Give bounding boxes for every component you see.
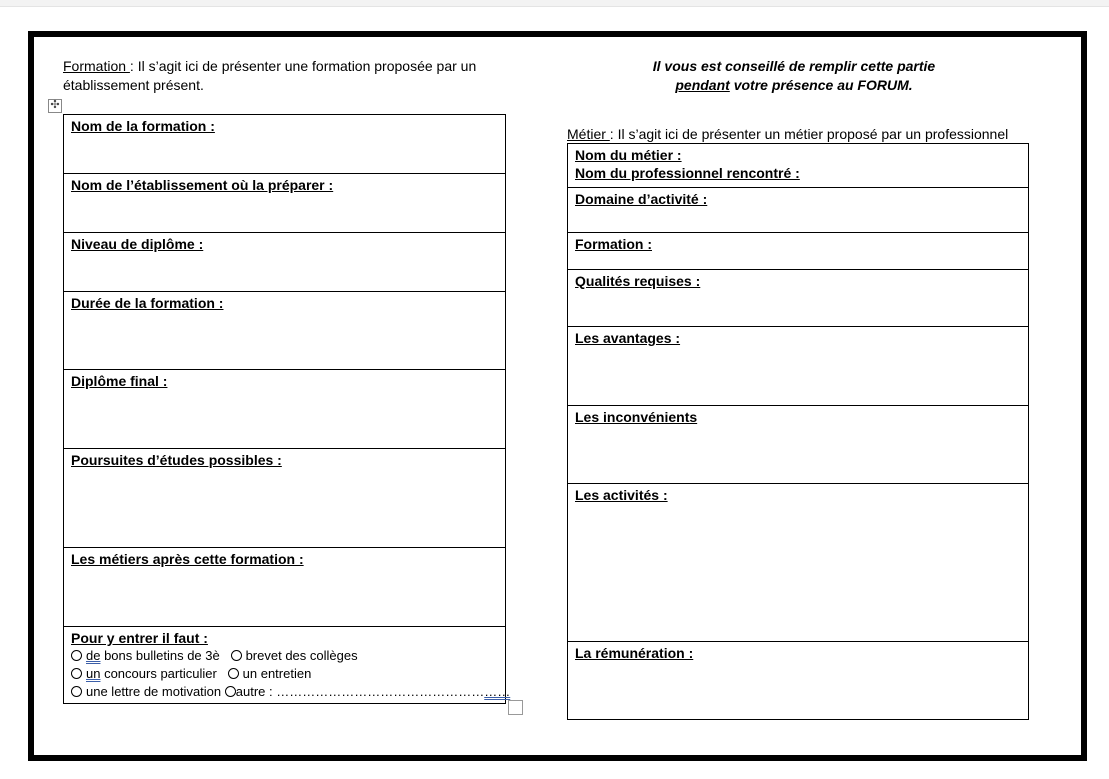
row-label: Qualités requises :: [575, 273, 701, 289]
metier-row-6[interactable]: [568, 406, 1029, 484]
advice-underlined-word: pendant: [675, 76, 730, 93]
row-label: Nom de la formation :: [71, 118, 215, 134]
row-label: Les inconvénients: [575, 409, 698, 425]
metier-row-3[interactable]: [568, 233, 1029, 270]
radio-circle-icon[interactable]: [228, 668, 239, 679]
advice-line-1: Il vous est conseillé de remplir cette partie: [652, 58, 936, 74]
metier-row-1[interactable]: [568, 144, 1029, 188]
row-label: Les avantages :: [575, 330, 681, 346]
metier-table: [567, 143, 1029, 720]
option-3-word: un: [86, 666, 101, 681]
formation-row-7[interactable]: [64, 548, 506, 627]
row-label: Domaine d’activité :: [575, 191, 708, 207]
formation-table: [63, 114, 511, 704]
row-label: Formation :: [575, 236, 652, 252]
metier-row-8[interactable]: [568, 642, 1029, 720]
formation-intro: [63, 57, 513, 94]
formation-row-entry-requirements[interactable]: [64, 627, 511, 704]
advice-note: [594, 57, 994, 94]
options-line-2: [71, 665, 498, 683]
option-6-text: autre :: [235, 684, 277, 699]
formation-row-3[interactable]: [64, 233, 506, 292]
option-1-word: de: [86, 648, 101, 663]
formation-row-2[interactable]: [64, 174, 506, 233]
metier-intro-title: Métier: [567, 126, 610, 142]
formation-row-5[interactable]: [64, 370, 506, 449]
row-label: Niveau de diplôme :: [71, 236, 204, 252]
option-5-text: une lettre de motivation: [86, 684, 222, 699]
option-3-text: concours particulier: [100, 666, 217, 681]
row-label: Les activités :: [575, 487, 668, 503]
option-6-dots-end: ……: [484, 684, 511, 699]
top-toolbar-strip: [0, 0, 1109, 7]
formation-row-1[interactable]: [64, 115, 506, 174]
option-6-dots: …………………………………………: [276, 684, 485, 699]
formation-intro-title: Formation: [63, 58, 130, 74]
metier-row-5[interactable]: [568, 327, 1029, 406]
metier-row-2[interactable]: [568, 188, 1029, 233]
row-label: Pour y entrer il faut :: [71, 630, 208, 646]
metier-intro: [567, 125, 1047, 144]
move-arrows-icon[interactable]: ✣: [48, 99, 62, 113]
table-end-marker[interactable]: [508, 700, 523, 715]
option-2-text: brevet des collèges: [245, 648, 358, 663]
formation-row-4[interactable]: [64, 292, 506, 370]
row-label: Les métiers après cette formation :: [71, 551, 304, 567]
radio-circle-icon[interactable]: [71, 686, 82, 697]
metier-row-7[interactable]: [568, 484, 1029, 642]
row-label: Durée de la formation :: [71, 295, 224, 311]
document-frame: [28, 31, 1087, 761]
metier-intro-text: : Il s’agit ici de présenter un métier proposé par un professionnel: [609, 126, 1009, 142]
options-line-1: [71, 647, 498, 665]
radio-circle-icon[interactable]: [71, 668, 82, 679]
metier-row-4[interactable]: [568, 270, 1029, 327]
formation-row-6[interactable]: [64, 449, 506, 548]
advice-line-2: [594, 76, 994, 95]
options-line-3: [71, 683, 511, 701]
row-label: Poursuites d’études possibles :: [71, 452, 282, 468]
row-label: Nom de l’établissement où la préparer :: [71, 177, 334, 193]
option-1-text: bons bulletins de 3è: [100, 648, 220, 663]
radio-circle-icon[interactable]: [71, 650, 82, 661]
row-label: La rémunération :: [575, 645, 694, 661]
row-label: Nom du métier :: [575, 147, 682, 163]
formation-intro-text: : Il s’agit ici de présenter une formation proposée par un établissement présent.: [63, 58, 477, 93]
radio-circle-icon[interactable]: [231, 650, 242, 661]
row-label: Nom du professionnel rencontré :: [575, 165, 800, 181]
advice-line-2-rest: votre présence au FORUM.: [729, 76, 913, 93]
option-4-text: un entretien: [242, 666, 312, 681]
row-label: Diplôme final :: [71, 373, 168, 389]
radio-circle-icon[interactable]: [225, 686, 236, 697]
